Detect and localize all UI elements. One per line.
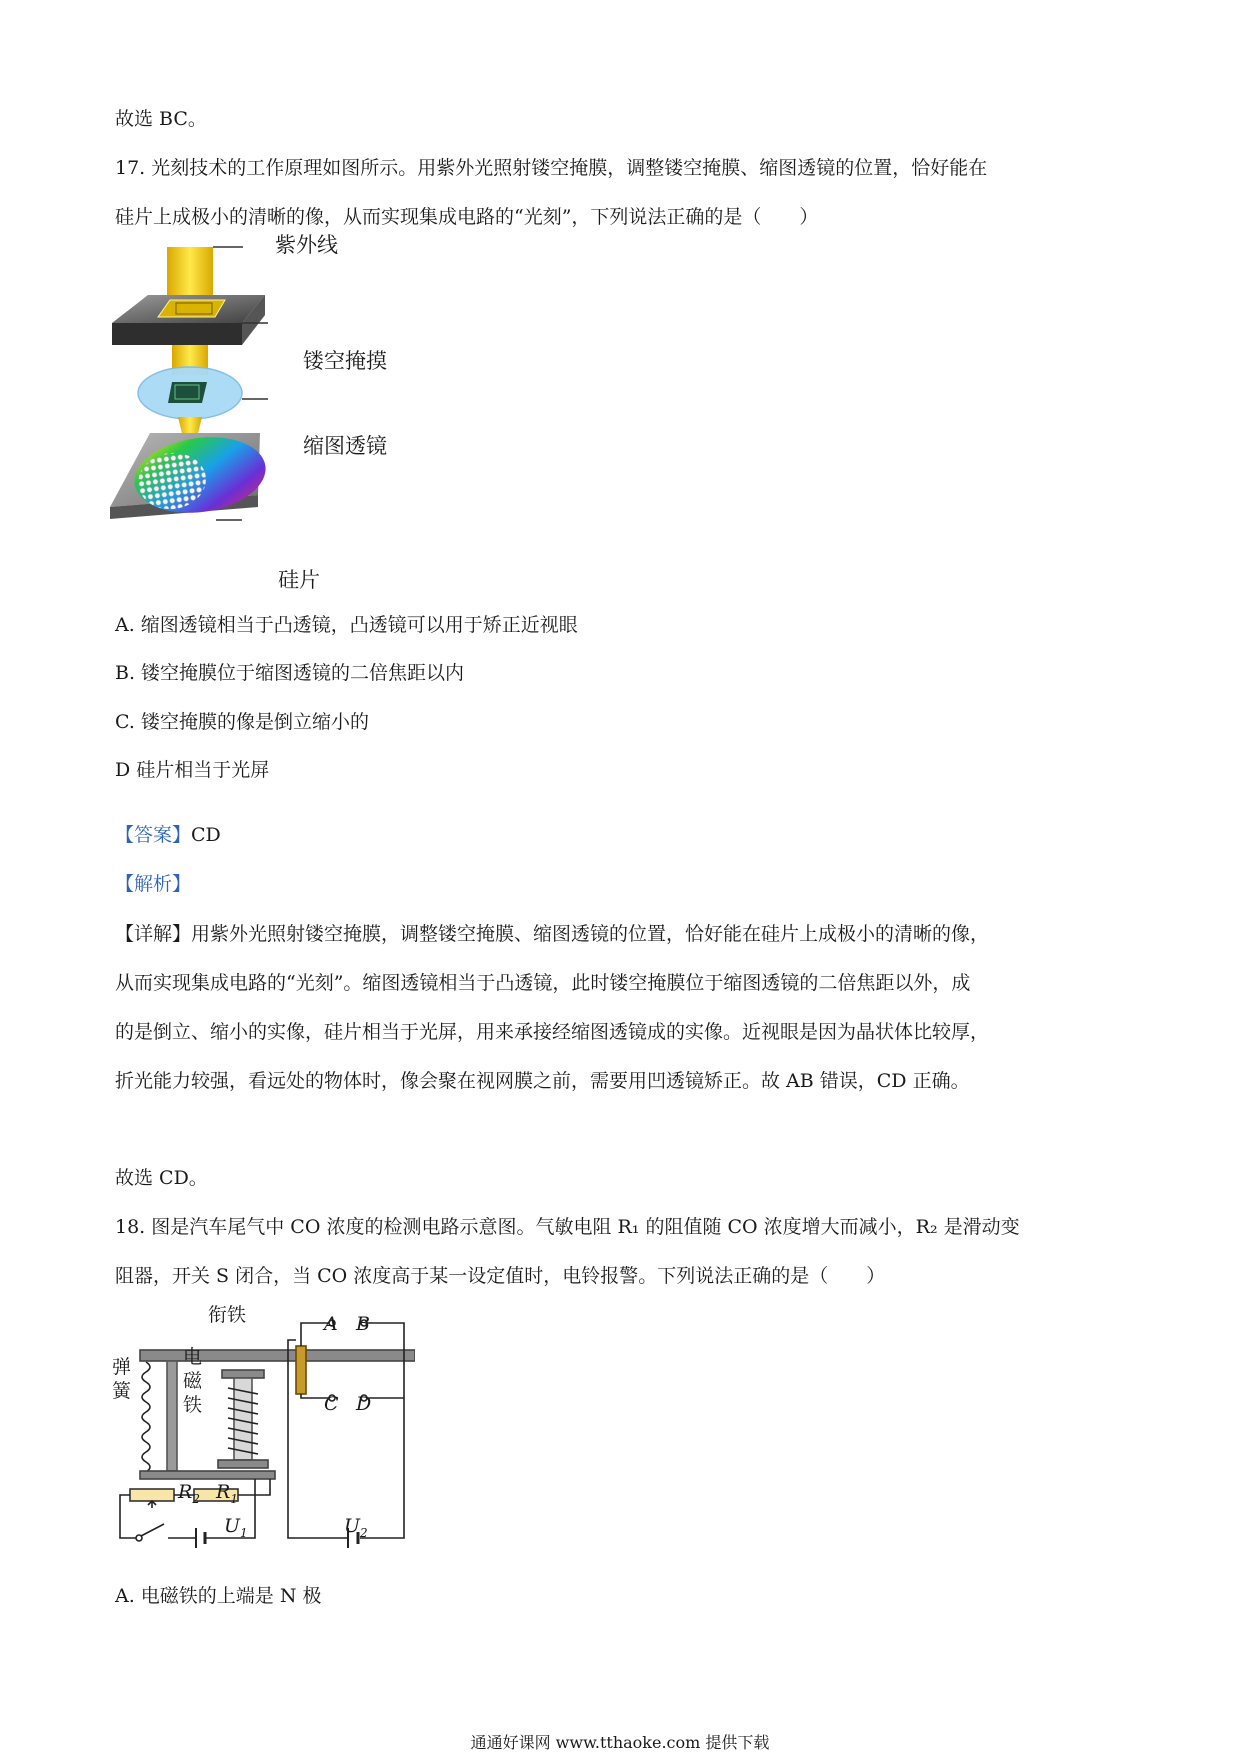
label-magnet-2: 磁 — [183, 1370, 203, 1392]
answer-value: CD — [191, 824, 221, 846]
label-magnet-3: 铁 — [183, 1394, 203, 1416]
q17-option-d: D 硅片相当于光屏 — [115, 759, 270, 781]
q17-lithography-figure — [110, 245, 430, 600]
label-magnet-1: 电 — [183, 1346, 203, 1368]
spring — [142, 1362, 150, 1472]
q18-stem-line2: 阻器，开关 S 闭合，当 CO 浓度高于某一设定值时，电铃报警。下列说法正确的是（ ） — [115, 1265, 886, 1287]
page-footer: 通通好课网 www.tthaoke.com 提供下载 — [470, 1733, 770, 1752]
detail-tag: 【详解】 — [115, 923, 192, 945]
armature-bar — [140, 1350, 415, 1361]
label-r1: $R_1$ — [216, 1481, 238, 1506]
contact-label-b: B — [356, 1313, 370, 1335]
q17-option-b: B. 镂空掩膜位于缩图透镜的二倍焦距以内 — [115, 662, 465, 684]
resistor-r2 — [130, 1489, 174, 1501]
detail-line-2: 从而实现集成电路的“光刻”。缩图透镜相当于凸透镜，此时镂空掩膜位于缩图透镜的二倍焦距以外，成 — [115, 972, 971, 994]
analysis-tag: 【解析】 — [115, 873, 192, 895]
q17-stem-line1: 17. 光刻技术的工作原理如图所示。用紫外光照射镂空掩膜，调整镂空掩膜、缩图透镜的位置，恰好能在 — [115, 157, 988, 179]
label-u1: $U_1$ — [224, 1515, 248, 1540]
label-spring-2: 簧 — [112, 1380, 132, 1402]
q17-answer — [115, 821, 221, 849]
previous-answer-conclusion: 故选 BC。 — [115, 108, 207, 130]
contact-label-d: D — [356, 1393, 372, 1415]
label-r2: $R_2$ — [178, 1481, 200, 1506]
detail-line-4: 折光能力较强，看远处的物体时，像会聚在视网膜之前，需要用凹透镜矫正。故 AB 错误，CD 正确。 — [115, 1070, 970, 1092]
label-mask: 镂空掩摸 — [303, 349, 387, 373]
q18-option-a: A. 电磁铁的上端是 N 极 — [115, 1585, 322, 1607]
detail-line-1: 【详解】用紫外光照射镂空掩膜，调整镂空掩膜、缩图透镜的位置，恰好能在硅片上成极小的清晰的像， — [115, 923, 990, 945]
label-lens: 缩图透镜 — [303, 434, 387, 458]
label-spring-1: 弹 — [112, 1356, 132, 1378]
contact-label-a: A — [324, 1313, 338, 1335]
label-wafer: 硅片 — [278, 568, 320, 592]
q17-option-c: C. 镂空掩膜的像是倒立缩小的 — [115, 711, 369, 733]
q17-option-a: A. 缩图透镜相当于凸透镜，凸透镜可以用于矫正近视眼 — [115, 614, 578, 636]
detail-line-3: 的是倒立、缩小的实像，硅片相当于光屏，用来承接经缩图透镜成的实像。近视眼是因为晶状体比较厚， — [115, 1021, 990, 1043]
q18-circuit-figure — [110, 1300, 415, 1580]
contact-label-c: C — [324, 1393, 339, 1415]
label-u2: $U_2$ — [344, 1515, 368, 1540]
q17-conclusion: 故选 CD。 — [115, 1167, 208, 1189]
label-armature: 衔铁 — [208, 1304, 247, 1326]
answer-tag: 【答案】 — [115, 824, 192, 846]
q17-stem-line2: 硅片上成极小的清晰的像，从而实现集成电路的“光刻”，下列说法正确的是（ ） — [115, 206, 819, 228]
label-uv: 紫外线 — [275, 233, 338, 257]
q18-stem-line1: 18. 图是汽车尾气中 CO 浓度的检测电路示意图。气敏电阻 R₁ 的阻值随 CO 浓度增大而减小，R₂ 是滑动变 — [115, 1216, 1020, 1238]
